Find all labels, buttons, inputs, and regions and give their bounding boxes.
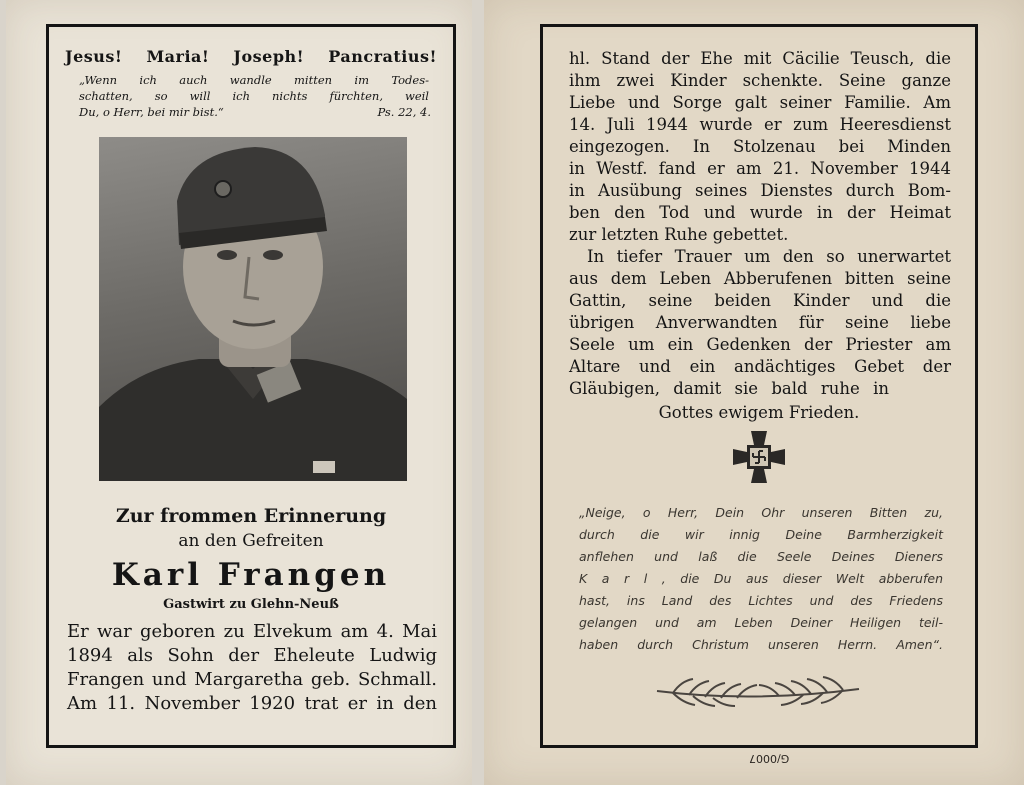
mourning-line-7: Gläubigen, damit sie bald ruhe in — [569, 379, 889, 398]
bio-line-3: Frangen und Margaretha geb. Schmall. — [67, 669, 437, 690]
palm-branch-icon — [653, 673, 863, 711]
right-memorial-card — [484, 0, 1024, 785]
prayer-line-7: haben durch Christum unseren Herrn. Amen“. — [579, 637, 943, 652]
prayer-line-3: anflehen und laß die Seele Deines Dieners — [579, 549, 943, 564]
text-line-7: in Ausübung seines Dienstes durch Bom- — [569, 181, 951, 200]
print-code: G/0007 — [749, 752, 790, 765]
text-line-1: hl. Stand der Ehe mit Cäcilie Teusch, die — [569, 49, 951, 68]
bio-line-2: 1894 als Sohn der Eheleute Ludwig — [67, 645, 437, 666]
text-line-2: ihm zwei Kinder schenkte. Seine ganze — [569, 71, 951, 90]
prayer-line-4: K a r l , die Du aus dieser Welt abberufen — [579, 571, 943, 586]
invocation-heading: Jesus! Maria! Joseph! Pancratius! — [65, 47, 437, 66]
rank-line: an den Gefreiten — [178, 531, 324, 551]
psalm-quote-line-2: schatten, so will ich nichts fürchten, weil — [79, 89, 429, 103]
prayer-line-6: gelangen und am Leben Deiner Heiligen teil- — [579, 615, 943, 630]
memorial-title: Zur frommen Erinnerung — [115, 505, 387, 527]
left-card-border — [46, 24, 456, 748]
psalm-quote-line-1: „Wenn ich auch wandle mitten im Todes- — [79, 73, 429, 87]
prayer-line-5: hast, ins Land des Lichtes und des Friedens — [579, 593, 943, 608]
bio-line-4: Am 11. November 1920 trat er in den — [67, 693, 437, 714]
soldier-portrait — [99, 137, 407, 481]
iron-cross-icon — [733, 431, 785, 487]
deceased-name: Karl Frangen — [111, 557, 391, 593]
left-memorial-card — [6, 0, 472, 785]
text-line-6: in Westf. fand er am 21. November 1944 — [569, 159, 951, 178]
text-line-8: ben den Tod und wurde in der Heimat — [569, 203, 951, 222]
psalm-reference: Ps. 22, 4. — [377, 105, 431, 119]
mourning-line-2: aus dem Leben Abberufenen bitten seine — [569, 269, 951, 288]
mourning-line-4: übrigen Anverwandten für seine liebe — [569, 313, 951, 332]
right-card-border — [540, 24, 978, 748]
mourning-closing: Gottes ewigem Frieden. — [658, 403, 860, 422]
bio-line-1: Er war geboren zu Elvekum am 4. Mai — [67, 621, 437, 642]
text-line-9: zur letzten Ruhe gebettet. — [569, 225, 789, 244]
occupation-line: Gastwirt zu Glehn-Neuß — [163, 597, 339, 612]
psalm-quote-line-3: Du, o Herr, bei mir bist.“ — [79, 105, 224, 119]
prayer-line-2: durch die wir innig Deine Barmherzigkeit — [579, 527, 943, 542]
mourning-line-1: In tiefer Trauer um den so unerwartet — [587, 247, 951, 266]
text-line-3: Liebe und Sorge galt seiner Familie. Am — [569, 93, 951, 112]
text-line-5: eingezogen. In Stolzenau bei Minden — [569, 137, 951, 156]
mourning-line-6: Altare und ein andächtiges Gebet der — [569, 357, 951, 376]
mourning-line-3: Gattin, seine beiden Kinder und die — [569, 291, 951, 310]
prayer-line-1: „Neige, o Herr, Dein Ohr unseren Bitten zu, — [579, 505, 943, 520]
mourning-line-5: Seele um ein Gedenken der Priester am — [569, 335, 951, 354]
text-line-4: 14. Juli 1944 wurde er zum Heeresdienst — [569, 115, 951, 134]
